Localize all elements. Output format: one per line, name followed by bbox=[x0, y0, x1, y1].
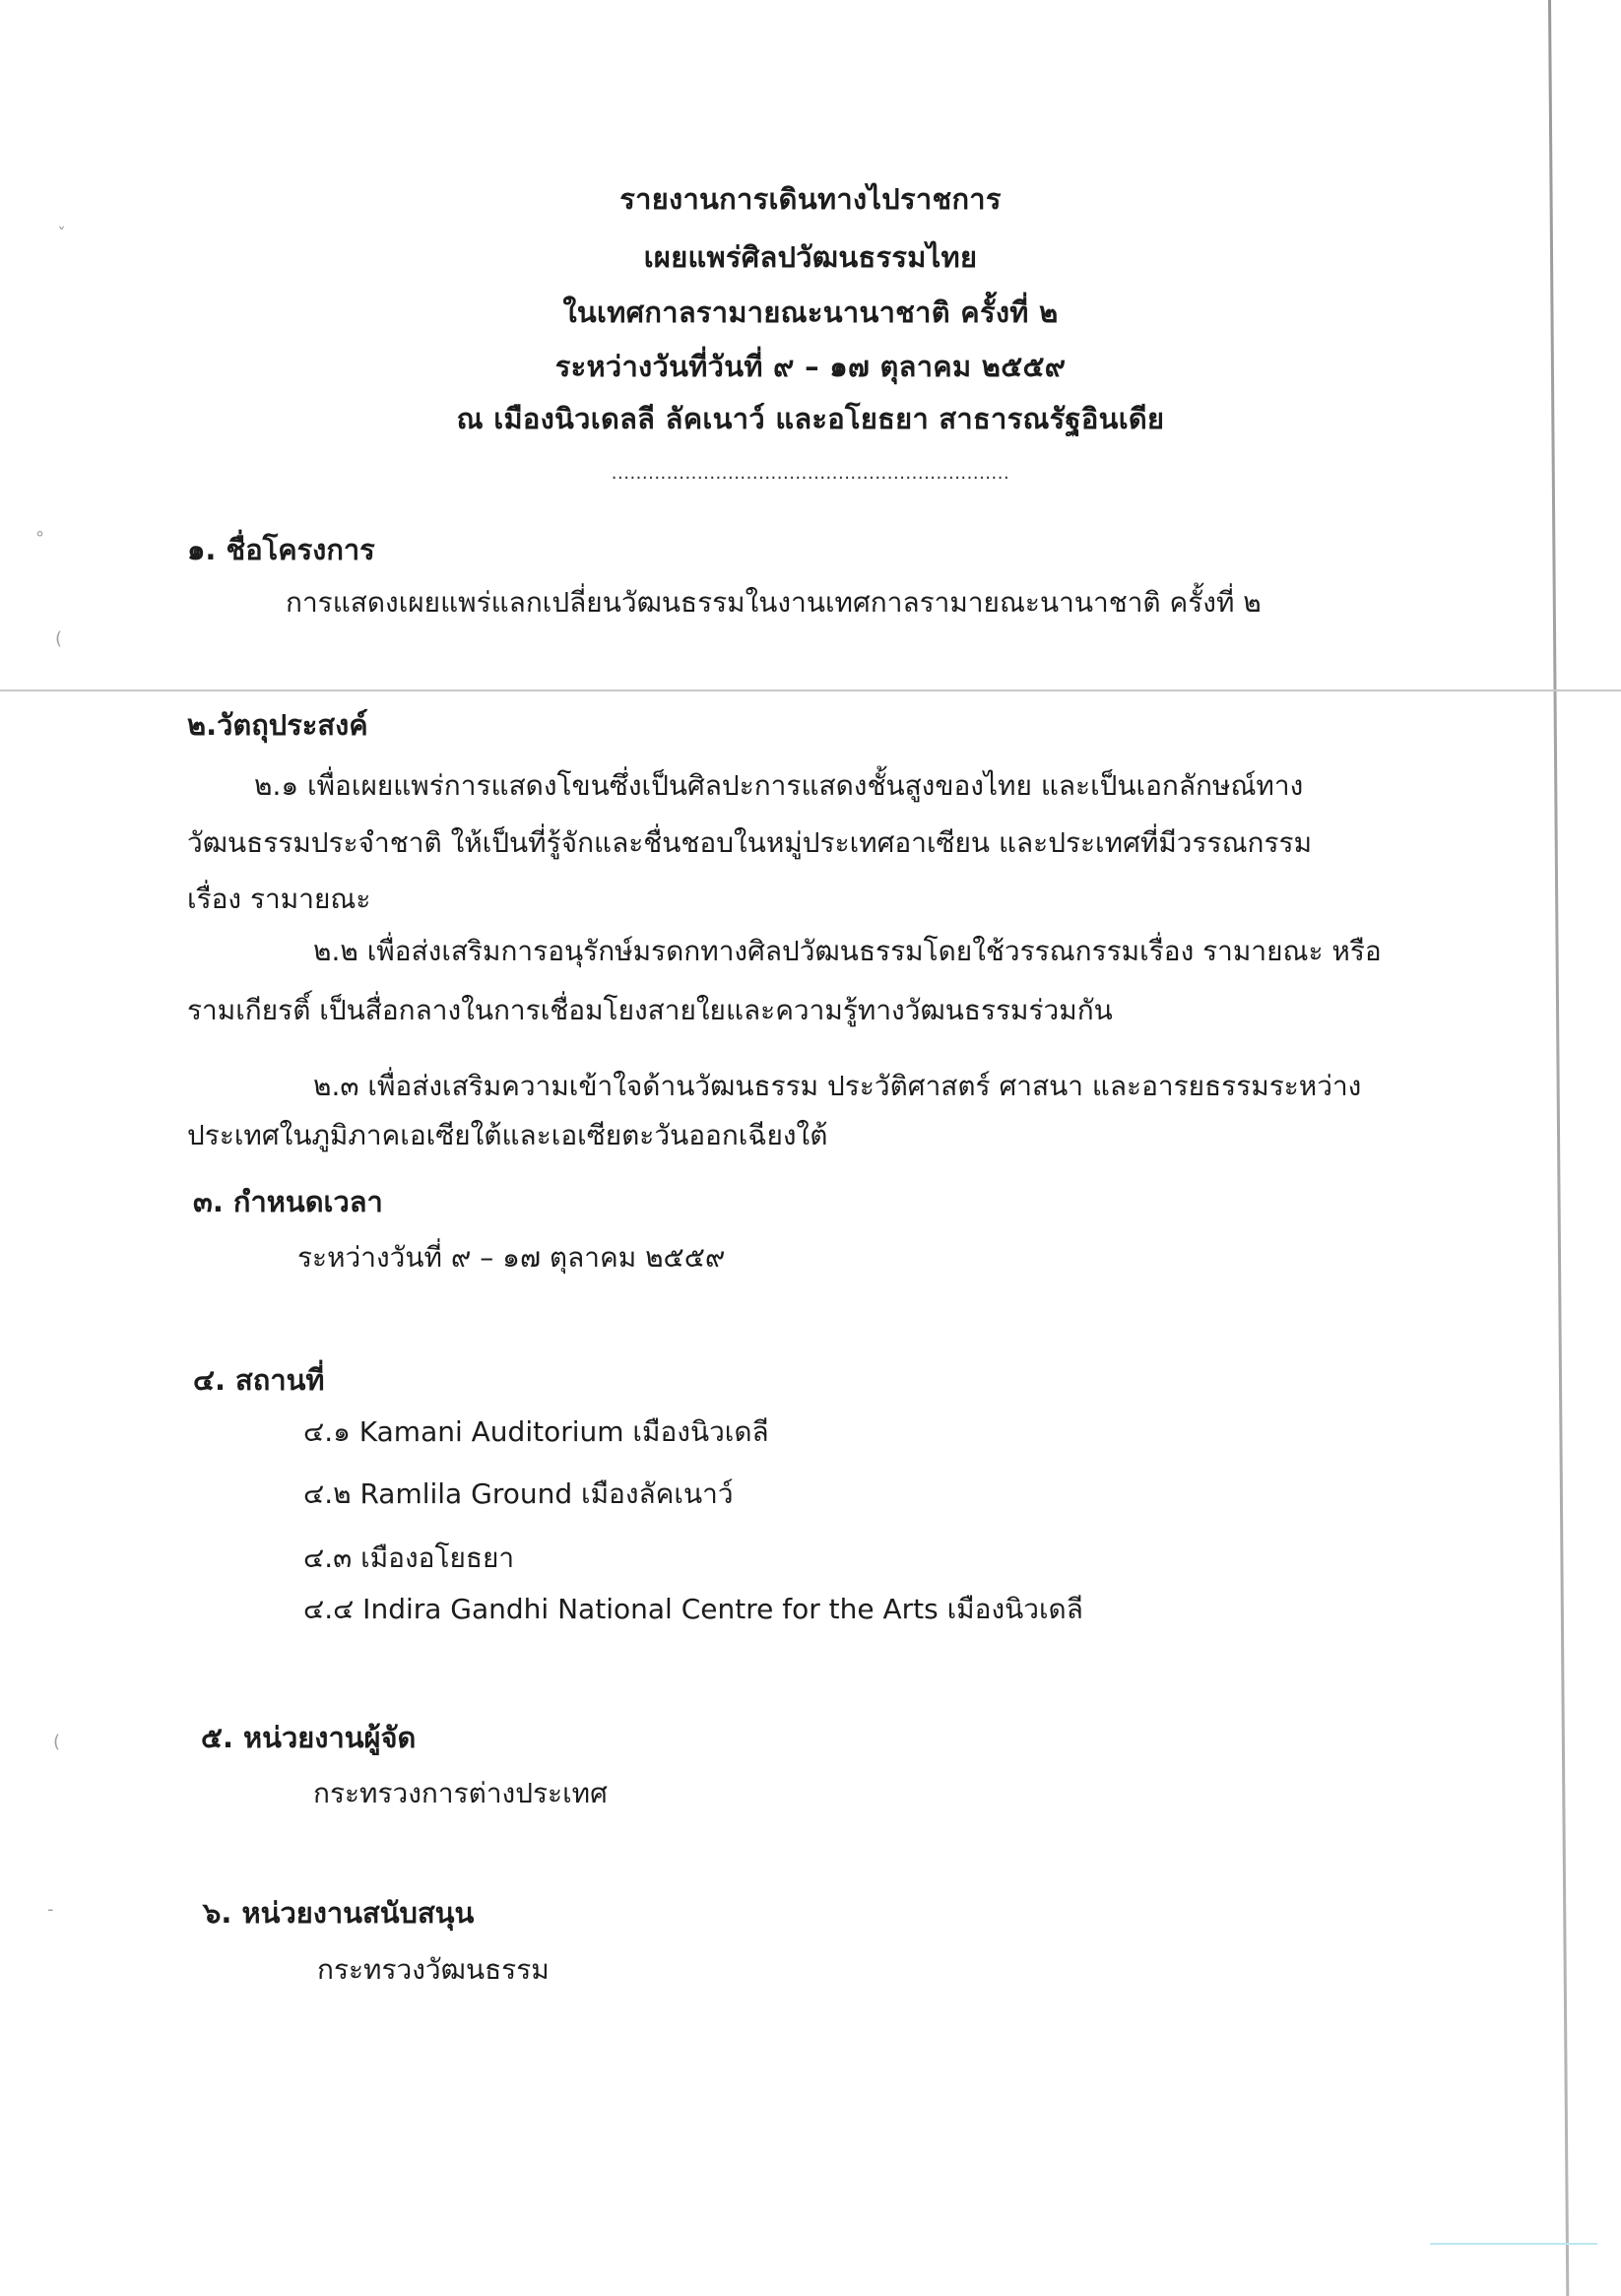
section-5-heading: ๕. หน่วยงานผู้จัด bbox=[201, 1721, 417, 1754]
objective-2-1-line-2: วัฒนธรรมประจำชาติ ให้เป็นที่รู้จักและชื่นชอบในหมู่ประเทศอาเซียน และประเทศที่มีวรรณกรรม bbox=[187, 826, 1313, 859]
scan-pen-stroke bbox=[1430, 2243, 1597, 2245]
section-1-text: การแสดงเผยแพร่แลกเปลี่ยนวัฒนธรรมในงานเทศกาลรามายณะนานาชาติ ครั้งที่ ๒ bbox=[286, 586, 1262, 619]
objective-2-1-line-3: เรื่อง รามายณะ bbox=[187, 883, 371, 915]
venue-item: ๔.๔ Indira Gandhi National Centre for the Arts เมืองนิวเดลี bbox=[303, 1593, 1083, 1625]
section-1-heading: ๑. ชื่อโครงการ bbox=[187, 533, 375, 566]
title-separator: ................................................................. bbox=[611, 463, 1010, 484]
scan-speck: - bbox=[47, 1899, 54, 1920]
section-3-text: ระหว่างวันที่ ๙ – ๑๗ ตุลาคม ๒๕๕๙ bbox=[297, 1241, 726, 1274]
objective-2-2-line-2: รามเกียรติ์ เป็นสื่อกลางในการเชื่อมโยงสายใยและความรู้ทางวัฒนธรรมร่วมกัน bbox=[187, 994, 1113, 1026]
venue-item: ๔.๓ เมืองอโยธยา bbox=[303, 1542, 515, 1574]
venue-item: ๔.๒ Ramlila Ground เมืองลัคเนาว์ bbox=[303, 1477, 734, 1510]
scan-speck: ( bbox=[53, 1732, 61, 1752]
title-line-3: ในเทศกาลรามายณะนานาชาติ ครั้งที่ ๒ bbox=[562, 295, 1059, 329]
title-line-2: เผยแพร่ศิลปวัฒนธรรมไทย bbox=[643, 240, 978, 274]
title-line-4: ระหว่างวันที่วันที่ ๙ – ๑๗ ตุลาคม ๒๕๕๙ bbox=[554, 350, 1067, 383]
objective-2-1-line-1: ๒.๑ เพื่อเผยแพร่การแสดงโขนซึ่งเป็นศิลปะการแสดงชั้นสูงของไทย และเป็นเอกลักษณ์ทาง bbox=[254, 769, 1304, 802]
section-6-heading: ๖. หน่วยงานสนับสนุน bbox=[203, 1896, 475, 1930]
title-line-1: รายงานการเดินทางไปราชการ bbox=[619, 182, 1002, 216]
scan-speck: ˇ bbox=[57, 225, 66, 245]
section-3-heading: ๓. กำหนดเวลา bbox=[193, 1185, 383, 1218]
section-4-heading: ๔. สถานที่ bbox=[193, 1363, 325, 1397]
section-2-heading: ๒.วัตถุประสงค์ bbox=[187, 708, 368, 742]
objective-2-2-line-1: ๒.๒ เพื่อส่งเสริมการอนุรักษ์มรดกทางศิลปวัฒนธรรมโดยใช้วรรณกรรมเรื่อง รามายณะ หรือ bbox=[313, 935, 1382, 967]
objective-2-3-line-1: ๒.๓ เพื่อส่งเสริมความเข้าใจด้านวัฒนธรรม ประวัติศาสตร์ ศาสนา และอารยธรรมระหว่าง bbox=[313, 1070, 1362, 1102]
title-line-5: ณ เมืองนิวเดลลี ลัคเนาว์ และอโยธยา สาธารณรัฐอินเดีย bbox=[456, 402, 1165, 435]
scan-page-edge bbox=[1548, 0, 1569, 2296]
scan-speck: ( bbox=[55, 628, 63, 649]
section-5-text: กระทรวงการต่างประเทศ bbox=[313, 1777, 608, 1809]
objective-2-3-line-2: ประเทศในภูมิภาคเอเซียใต้และเอเซียตะวันออกเฉียงใต้ bbox=[187, 1119, 828, 1151]
section-6-text: กระทรวงวัฒนธรรม bbox=[317, 1953, 550, 1986]
scan-speck: ° bbox=[35, 528, 44, 549]
venue-item: ๔.๑ Kamani Auditorium เมืองนิวเดลี bbox=[303, 1415, 769, 1448]
scan-fold-line bbox=[0, 689, 1621, 691]
